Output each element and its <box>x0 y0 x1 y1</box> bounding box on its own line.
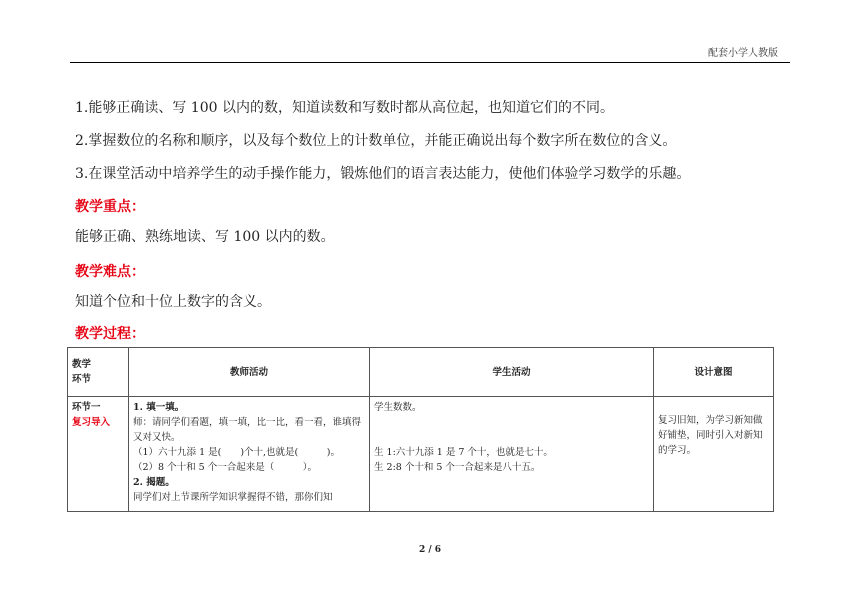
header-stage <box>68 348 129 397</box>
table-row <box>68 397 774 512</box>
header-student-activity: 学生活动 <box>370 348 654 397</box>
student-line-2: 生 1:六十九添 1 是 7 个十，也就是七十。 <box>374 447 553 458</box>
key-point-heading: 教学重点： <box>75 199 145 215</box>
teaching-process-table <box>67 347 774 512</box>
page-number: 2 / 6 <box>418 545 442 555</box>
difficulty-heading: 教学难点： <box>75 264 145 280</box>
header-teacher-activity: 教师活动 <box>129 348 370 397</box>
table-header-row <box>68 348 774 397</box>
stage-name: 复习导入 <box>72 417 111 428</box>
teacher-question-2: （2）8 个十和 5 个一合起来是（ ）。 <box>133 462 317 473</box>
teacher-intro: 师：请同学们看题，填一填，比一比，看一看，谁填得又对又快。 <box>133 417 362 443</box>
key-point-text: 能够正确、熟练地读、写 100 以内的数。 <box>75 229 335 245</box>
teacher-line: 同学们对上节课所学知识掌握得不错，那你们知 <box>133 492 333 503</box>
objective-3: 3.在课堂活动中培养学生的动手操作能力，锻炼他们的语言表达能力，使他们体验学习数学的乐趣。 <box>75 166 691 182</box>
teacher-question-1: （1）六十九添 1 是( )个十,也就是( )。 <box>133 447 340 458</box>
teacher-activity-cell <box>129 397 370 512</box>
difficulty-text: 知道个位和十位上数字的含义。 <box>75 294 271 310</box>
header-design-intent: 设计意图 <box>654 348 774 397</box>
design-intent-text: 复习旧知，为学习新知做好铺垫，同时引入对新知的学习。 <box>658 415 763 456</box>
header-stage-line1: 教学 <box>72 359 92 370</box>
stage-cell <box>68 397 129 512</box>
student-spacer <box>374 415 649 445</box>
header-divider <box>70 62 790 63</box>
header-stage-line2: 环节 <box>72 374 92 385</box>
objective-1: 1.能够正确读、写 100 以内的数，知道读数和写数时都从高位起，也知道它们的不同。 <box>75 100 614 116</box>
design-intent-cell <box>654 397 774 512</box>
header-publisher-text: 配套小学人教版 <box>708 48 778 59</box>
objective-2: 2.掌握数位的名称和顺序，以及每个数位上的计数单位，并能正确说出每个数字所在数位的含义。 <box>75 133 677 149</box>
teacher-section2-title: 2. 揭题。 <box>133 477 175 488</box>
stage-label: 环节一 <box>72 402 101 413</box>
teacher-section1-title: 1. 填一填。 <box>133 402 185 413</box>
student-line-3: 生 2:8 个十和 5 个一合起来是八十五。 <box>374 462 541 473</box>
process-heading: 教学过程： <box>75 326 145 342</box>
student-line-1: 学生数数。 <box>374 402 422 413</box>
student-activity-cell <box>370 397 654 512</box>
